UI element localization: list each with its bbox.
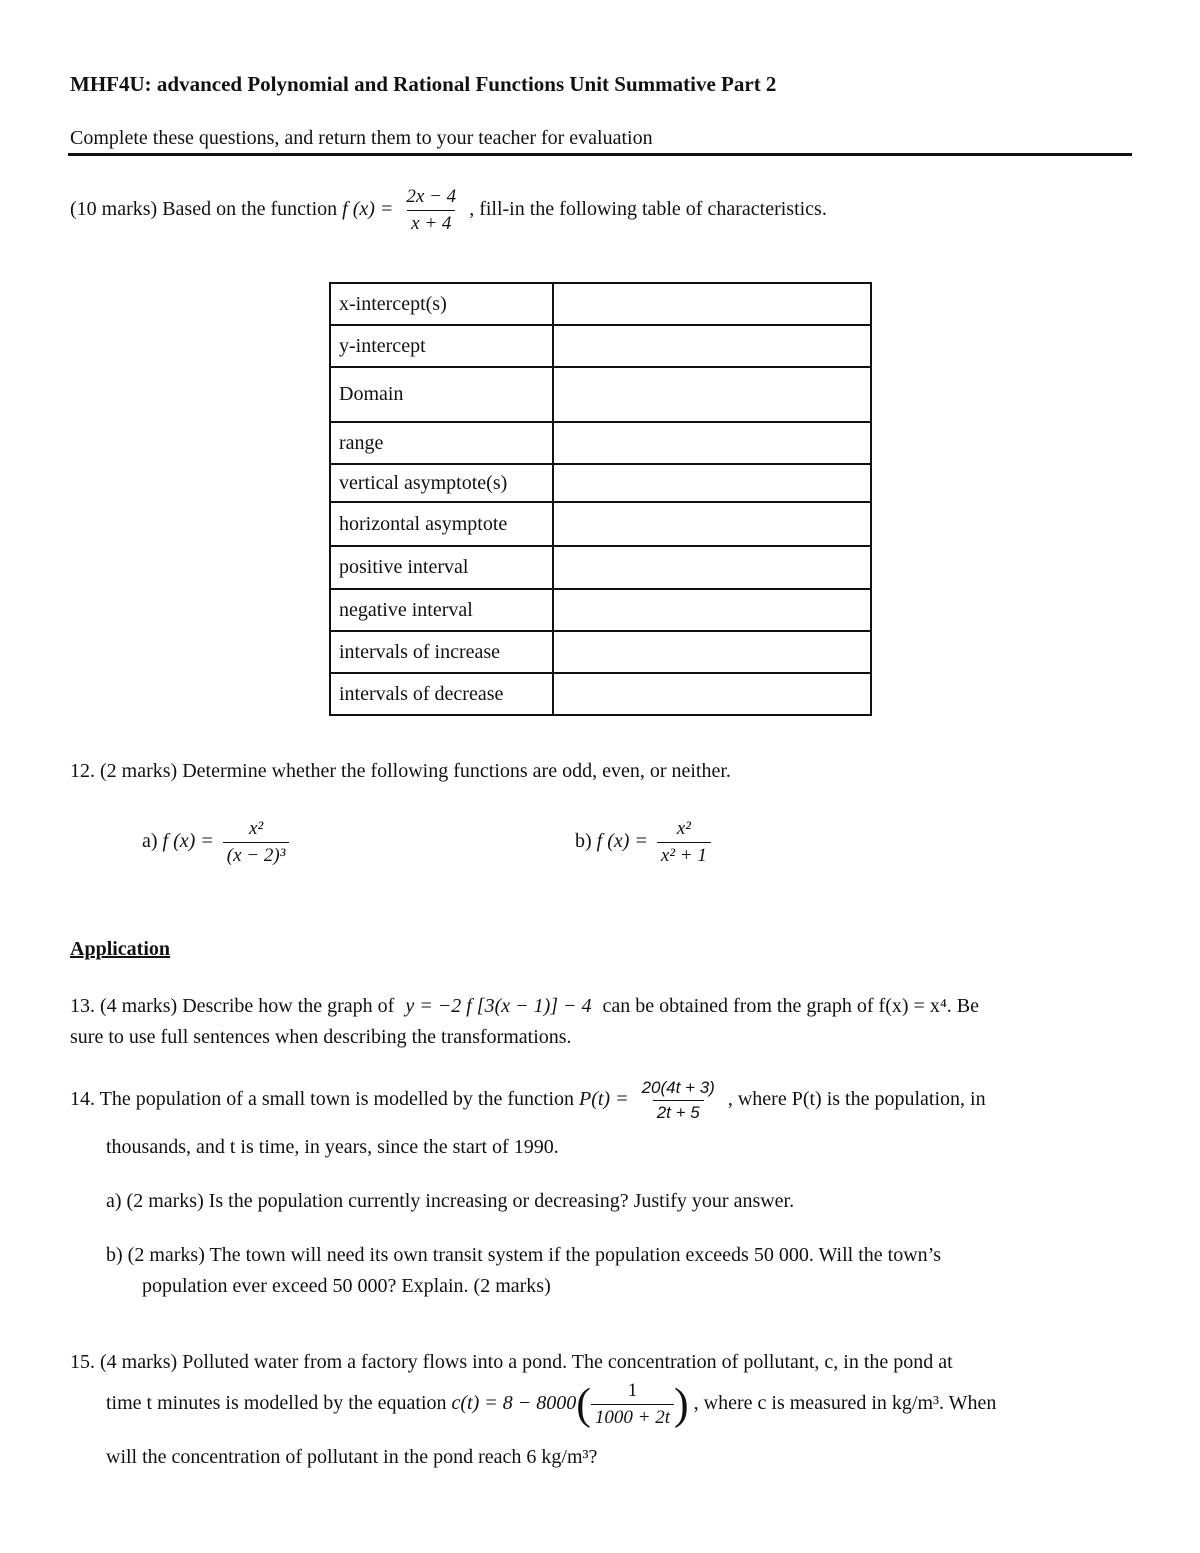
row-label: intervals of decrease <box>330 673 553 715</box>
q12b-lhs: f (x) = <box>596 830 648 853</box>
q12-part-a <box>142 818 293 867</box>
row-label: negative interval <box>330 589 553 631</box>
table-row <box>330 367 871 422</box>
q13-prefix: 13. (4 marks) Describe how the graph of <box>70 995 395 1017</box>
q13-suffix: can be obtained from the graph of f(x) = x⁴. Be <box>602 995 980 1017</box>
row-label: y-intercept <box>330 325 553 367</box>
row-label: positive interval <box>330 546 553 589</box>
q14-part-b <box>106 1240 941 1302</box>
q12a-denominator: (x − 2)³ <box>223 842 290 867</box>
q14-numerator: 20(4t + 3) <box>641 1078 715 1097</box>
q11-numerator: 2x − 4 <box>406 186 457 207</box>
question-11 <box>70 186 827 235</box>
characteristics-table <box>329 282 872 716</box>
q12-part-b <box>575 818 715 867</box>
q11-prefix: (10 marks) Based on the function <box>70 198 338 221</box>
instructions: Complete these questions, and return them to your teacher for evaluation <box>70 127 653 149</box>
q15-line-3: will the concentration of pollutant in the pond reach 6 kg/m³? <box>106 1446 598 1468</box>
q15-denominator: 1000 + 2t <box>591 1404 674 1429</box>
q14-prefix: 14. The population of a small town is modelled by the function <box>70 1088 574 1111</box>
answer-cell[interactable] <box>553 589 871 631</box>
q13-line-1 <box>70 991 979 1022</box>
q12b-numerator: x² <box>676 818 691 839</box>
row-label: range <box>330 422 553 464</box>
table-row <box>330 502 871 546</box>
answer-cell[interactable] <box>553 673 871 715</box>
q14-line-2: thousands, and t is time, in years, since the start of 1990. <box>106 1136 559 1158</box>
answer-cell[interactable] <box>553 502 871 546</box>
right-paren: ) <box>674 1379 689 1429</box>
q12a-label: a) <box>142 830 158 853</box>
q14-lhs: P(t) = <box>579 1088 629 1111</box>
answer-cell[interactable] <box>553 367 871 422</box>
table-row <box>330 673 871 715</box>
q11-lhs: f (x) = <box>342 198 394 221</box>
row-label: Domain <box>330 367 553 422</box>
q14-part-a: a) (2 marks) Is the population currently increasing or decreasing? Justify your answer. <box>106 1190 795 1212</box>
q12a-numerator: x² <box>249 818 264 839</box>
q15-prefix: time t minutes is modelled by the equation <box>106 1392 447 1415</box>
answer-cell[interactable] <box>553 631 871 673</box>
q15-line-1: 15. (4 marks) Polluted water from a factory flows into a pond. The concentration of pollutant, c, in the pond at <box>70 1351 953 1373</box>
section-heading-application: Application <box>70 938 171 960</box>
q14-suffix: , where P(t) is the population, in <box>727 1088 986 1111</box>
q13-equation: y = −2 f [3(x − 1)] − 4 <box>405 995 592 1017</box>
question-14 <box>70 1078 986 1123</box>
table-row <box>330 631 871 673</box>
answer-cell[interactable] <box>553 464 871 502</box>
q12b-fraction <box>657 818 711 867</box>
q11-fraction <box>402 186 460 235</box>
q15-fraction <box>591 1380 674 1429</box>
answer-cell[interactable] <box>553 422 871 464</box>
q15-numerator: 1 <box>627 1380 638 1401</box>
q13-line-2: sure to use full sentences when describing the transformations. <box>70 1026 572 1048</box>
q14b-line-1: b) (2 marks) The town will need its own transit system if the population exceeds 50 000. Will the town’s <box>106 1244 941 1266</box>
divider <box>68 153 1132 156</box>
q14-fraction <box>638 1078 719 1123</box>
q14-denominator: 2t + 5 <box>653 1100 704 1123</box>
row-label: horizontal asymptote <box>330 502 553 546</box>
answer-cell[interactable] <box>553 325 871 367</box>
q15-lhs: c(t) = 8 − 8000 <box>451 1392 577 1415</box>
row-label: vertical asymptote(s) <box>330 464 553 502</box>
q14b-line-2: population ever exceed 50 000? Explain. (2 marks) <box>142 1275 551 1297</box>
row-label: x-intercept(s) <box>330 283 553 325</box>
q12a-fraction <box>223 818 290 867</box>
answer-cell[interactable] <box>553 546 871 589</box>
left-paren: ( <box>576 1379 591 1429</box>
q15-suffix: , where c is measured in kg/m³. When <box>693 1392 997 1415</box>
table-row <box>330 325 871 367</box>
table-row <box>330 546 871 589</box>
table-row <box>330 589 871 631</box>
q15-line-2 <box>106 1380 996 1429</box>
table-row <box>330 283 871 325</box>
q11-denominator: x + 4 <box>407 210 455 235</box>
q12b-denominator: x² + 1 <box>657 842 711 867</box>
question-12: 12. (2 marks) Determine whether the following functions are odd, even, or neither. <box>70 760 731 782</box>
answer-cell[interactable] <box>553 283 871 325</box>
row-label: intervals of increase <box>330 631 553 673</box>
page-title: MHF4U: advanced Polynomial and Rational Functions Unit Summative Part 2 <box>70 72 777 96</box>
q11-suffix: , fill-in the following table of characteristics. <box>469 198 827 221</box>
table-row <box>330 422 871 464</box>
q12a-lhs: f (x) = <box>162 830 214 853</box>
table-row <box>330 464 871 502</box>
question-13 <box>70 991 979 1053</box>
q12b-label: b) <box>575 830 592 853</box>
